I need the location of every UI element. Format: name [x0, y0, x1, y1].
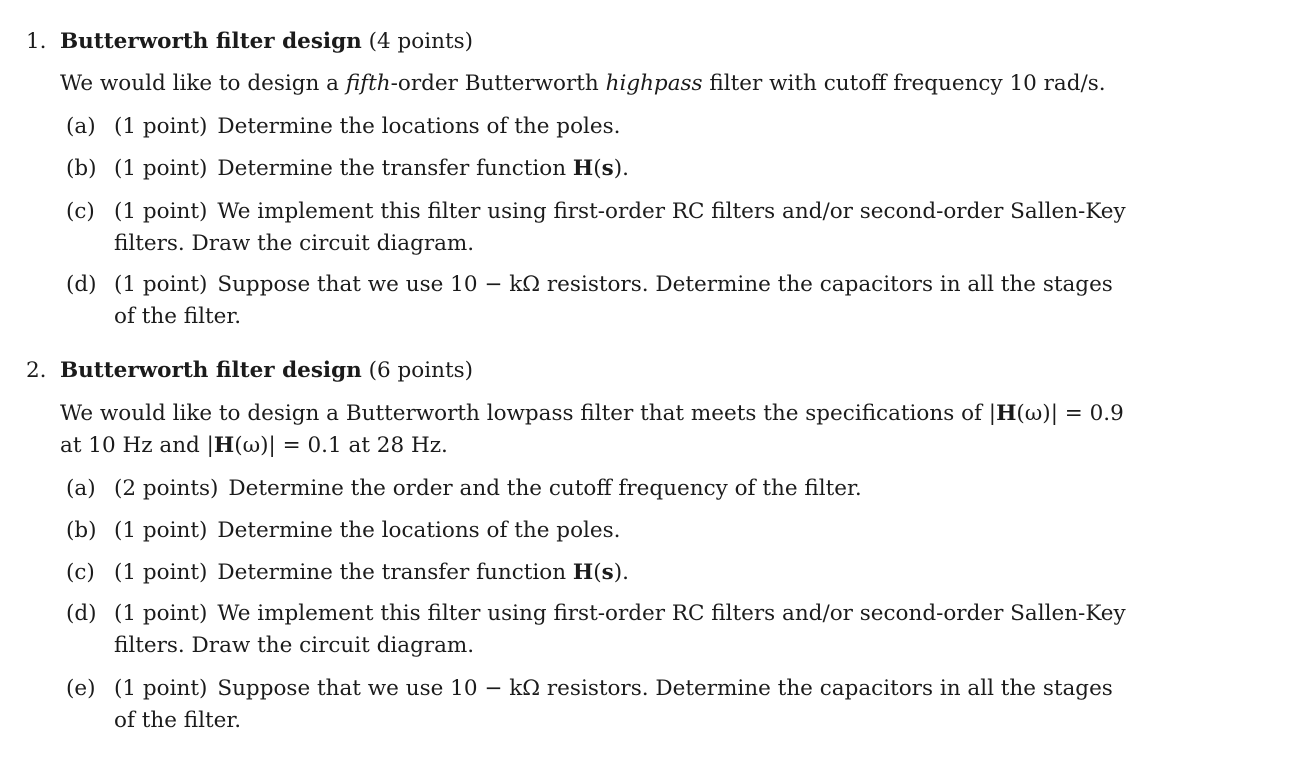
part-label: (d) [66, 272, 97, 297]
problem-2-part-b [66, 515, 1136, 547]
problem-points: (4 points) [368, 29, 474, 54]
problem-2-part-e [66, 673, 1136, 737]
part-text: We implement this filter using first-order RC filters and/or second-order Sallen-Key filters. Draw the circuit diagram. [114, 601, 1126, 658]
part-points: (1 point) [114, 272, 208, 297]
problem-2-intro: We would like to design a Butterworth lowpass filter that meets the specifications of |H(ω)| = 0.9 at 10 Hz and |H(ω)| = 0.1 at 28 Hz. [60, 401, 1124, 458]
part-label: (d) [66, 601, 97, 626]
part-text: Determine the locations of the poles. [217, 518, 621, 543]
problem-1-heading [26, 26, 473, 58]
part-points: (1 point) [114, 518, 208, 543]
problem-title: Butterworth filter design [60, 29, 362, 54]
part-points: (1 point) [114, 560, 208, 585]
problem-2-part-c: (c) (1 point) Determine the transfer function H(s). [66, 557, 1136, 589]
part-points: (1 point) [114, 114, 208, 139]
magnitude-symbol: H [213, 433, 235, 458]
part-text: Suppose that we use 10 − kΩ resistors. Determine the capacitors in all the stages of the filter. [114, 676, 1113, 733]
part-text: Suppose that we use 10 − kΩ resistors. Determine the capacitors in all the stages of the filter. [114, 272, 1113, 329]
part-label: (c) [66, 199, 95, 224]
part-label: (e) [66, 676, 96, 701]
part-text: Determine the locations of the poles. [217, 114, 621, 139]
part-points: (1 point) [114, 199, 208, 224]
part-label: (c) [66, 560, 95, 585]
problem-1-part-d [66, 269, 1136, 333]
part-label: (a) [66, 476, 96, 501]
problem-1-part-b: (b) (1 point) Determine the transfer function H(s). [66, 153, 1136, 185]
problem-2-part-a [66, 473, 1136, 505]
problem-number: 2. [26, 358, 47, 383]
problem-2-part-d [66, 598, 1136, 662]
part-points: (2 points) [114, 476, 219, 501]
part-points: (1 point) [114, 676, 208, 701]
part-label: (a) [66, 114, 96, 139]
problem-title: Butterworth filter design [60, 358, 362, 383]
part-text: Determine the order and the cutoff frequency of the filter. [228, 476, 862, 501]
part-label: (b) [66, 518, 97, 543]
transfer-function-symbol: H [572, 560, 594, 585]
problem-2-heading [26, 355, 473, 387]
problem-1-part-c [66, 196, 1136, 260]
problem-1-part-a [66, 111, 1136, 143]
part-points: (1 point) [114, 156, 208, 181]
problem-points: (6 points) [368, 358, 474, 383]
part-label: (b) [66, 156, 97, 181]
magnitude-symbol: H [996, 401, 1017, 426]
problem-number: 1. [26, 29, 47, 54]
emphasis-highpass: highpass [605, 71, 703, 96]
emphasis-fifth: fifth [345, 71, 391, 96]
part-text: We implement this filter using first-order RC filters and/or second-order Sallen-Key filters. Draw the circuit diagram. [114, 199, 1126, 256]
problem-1-intro: We would like to design a fifth-order Butterworth highpass filter with cutoff frequency 10 rad/s. [60, 71, 1106, 96]
part-points: (1 point) [114, 601, 208, 626]
transfer-function-symbol: H [572, 156, 594, 181]
